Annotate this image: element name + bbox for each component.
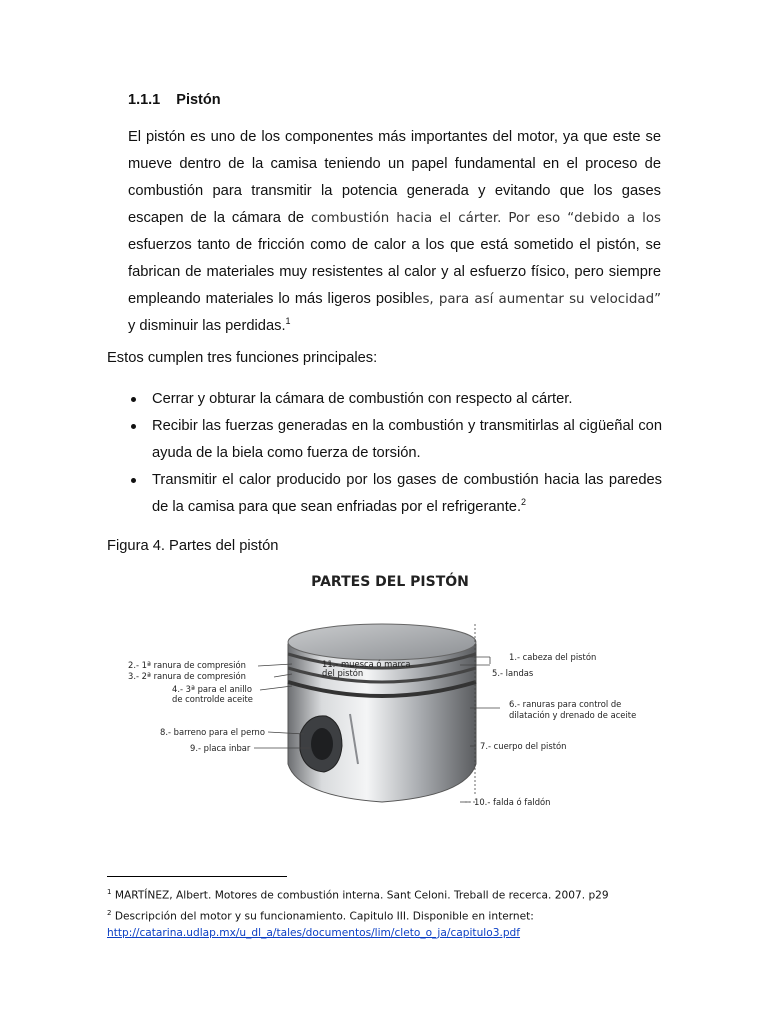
label-control-grooves: 6.- ranuras para control de [509, 699, 622, 709]
label-skirt: 10.- falda ó faldón [474, 797, 551, 807]
intro-text: Estos cumplen tres funciones principales: [107, 350, 378, 366]
label-pin-bore: 8.- barreno para el perno [160, 727, 265, 737]
footnote-2-link-line [107, 925, 667, 942]
paragraph-text: y disminuir las perdidas. [128, 318, 286, 334]
footnote-separator [107, 876, 287, 877]
paragraph-quote-text: combustión hacia el cárter. Por eso “debido a los [310, 211, 662, 226]
label-piston-mark-2: del pistón [322, 668, 364, 678]
footnote-ref-2[interactable]: 2 [521, 497, 527, 508]
section-number: 1.1.1 [128, 92, 161, 108]
label-lands: 5.- landas [492, 668, 534, 678]
label-piston-body: 7.- cuerpo del pistón [480, 741, 567, 751]
piston-diagram [120, 564, 660, 820]
label-piston-head: 1.- cabeza del pistón [509, 652, 597, 662]
label-oil-ring-groove-2: de controlde aceite [172, 694, 253, 704]
footnote-number: 1 [107, 888, 112, 896]
footnotes [107, 884, 667, 942]
label-oil-ring-groove: 4.- 3ª para el anillo [172, 684, 252, 694]
label-ring-groove-1: 2.- 1ª ranura de compresión [128, 660, 246, 670]
section-title: Pistón [176, 92, 221, 108]
footnote-1 [107, 884, 667, 905]
label-piston-mark: 11.- muesca ó marca [322, 659, 411, 669]
paragraph-text: El pistón es uno de los componentes más importantes del motor, ya que este se mueve dentro de la camisa teniendo un papel fundamental en el proceso de combustión para transmitir la potencia generada y evitando que los gases escapen de la cámara de [128, 129, 661, 226]
piston-figure [120, 564, 660, 820]
section-heading [128, 92, 221, 108]
label-invar-plate: 9.- placa inbar [190, 743, 251, 753]
list-item-text: Recibir las fuerzas generadas en la combustión y transmitirlas al cigüeñal con ayuda de la biela como fuerza de torsión. [152, 418, 662, 461]
list-item-text: Cerrar y obturar la cámara de combustión con respecto al cárter. [152, 391, 573, 407]
list-item [107, 467, 662, 521]
reference-link[interactable]: http://catarina.udlap.mx/u_dl_a/tales/documentos/lim/cleto_o_ja/capitulo3.pdf [107, 927, 521, 940]
list-item [107, 386, 662, 413]
footnote-text: MARTÍNEZ, Albert. Motores de combustión interna. Sant Celoni. Treball de recerca. 2007. p29 [111, 889, 609, 902]
function-list [107, 386, 662, 521]
footnote-2 [107, 905, 667, 926]
paragraph-text: esfuerzos tanto de fricción como de calor a los que está sometido el pistón, se fabrican de materiales muy resistentes al calor y al esfuerzo físico, pero siempre empleando materiales lo más ligeros posibl [128, 237, 661, 307]
footnote-ref-1[interactable]: 1 [285, 316, 291, 327]
list-item [107, 413, 662, 467]
body-paragraph [128, 124, 661, 340]
label-control-grooves-2: dilatación y drenado de aceite [509, 710, 637, 720]
paragraph-quote-text: es, para así aumentar su velocidad” [414, 292, 662, 307]
figure-title: PARTES DEL PISTÓN [311, 574, 469, 590]
footnote-number: 2 [107, 908, 112, 917]
piston-illustration [288, 624, 476, 802]
list-item-text: Transmitir el calor producido por los gases de combustión hacia las paredes de la camisa para que sean enfriadas por el refrigerante. [152, 472, 662, 515]
footnote-text: Descripción del motor y su funcionamiento. Capitulo III. Disponible en internet: [111, 910, 534, 923]
figure-caption: Figura 4. Partes del pistón [107, 538, 279, 554]
label-ring-groove-2: 3.- 2ª ranura de compresión [128, 671, 246, 681]
